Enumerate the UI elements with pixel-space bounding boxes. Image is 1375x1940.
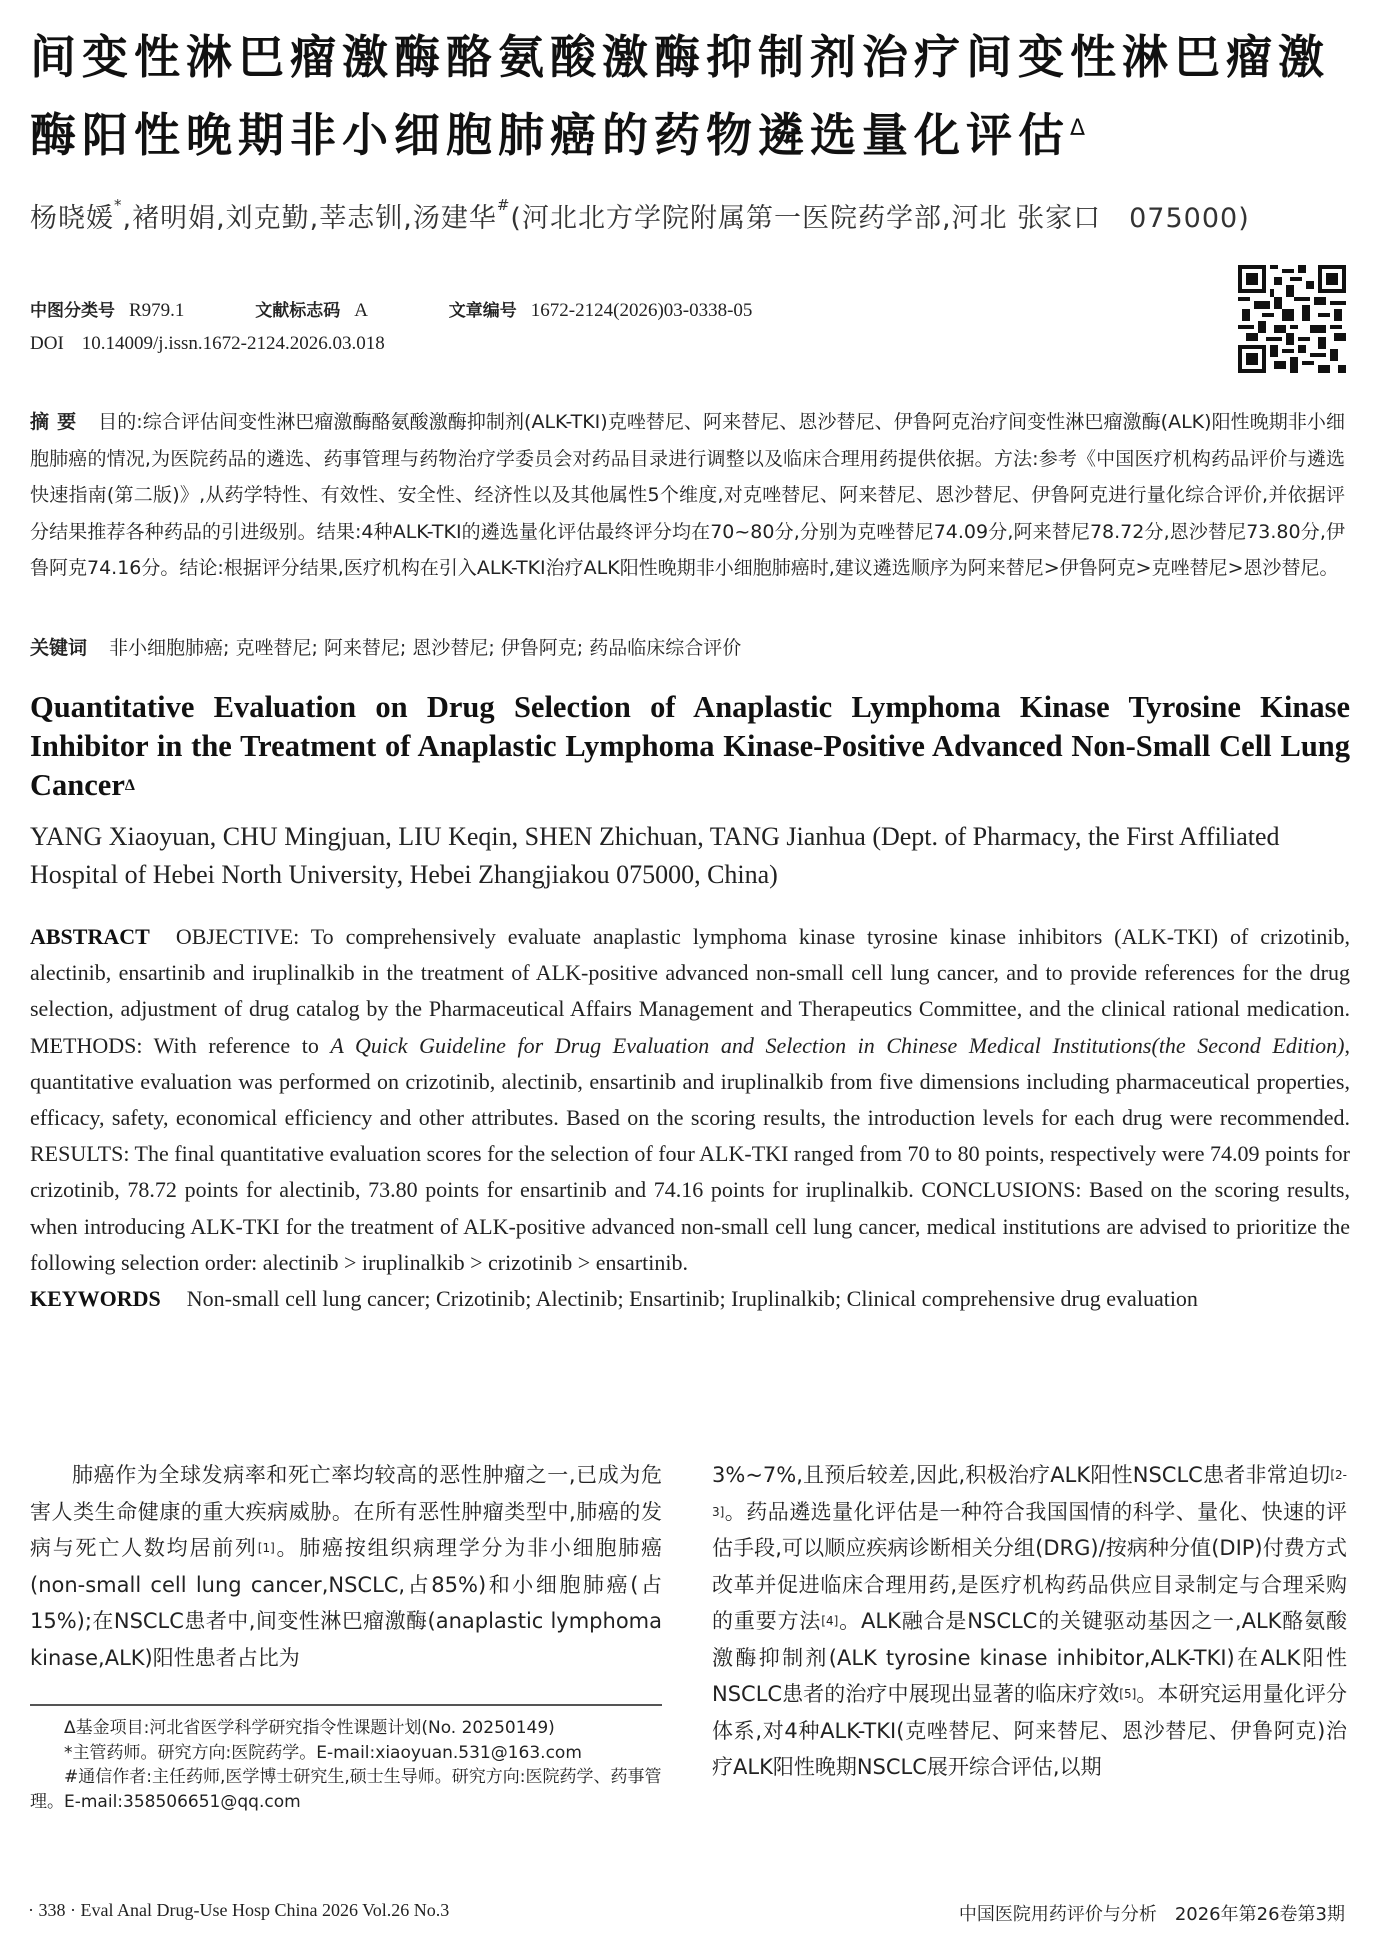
title-en-text: Quantitative Evaluation on Drug Selection of Anaplastic Lymphoma Kinase Tyrosine Kinase Inhibitor in the Treatment of Anaplastic Lymphoma Kinase-Positive Advanced Non-Small Cell Lung Cancer	[30, 690, 1350, 802]
footnotes	[30, 1716, 662, 1814]
citation-1[interactable]: [1]	[257, 1541, 275, 1555]
abstract-en-part1: OBJECTIVE: To comprehensively evaluate anaplastic lymphoma kinase tyrosine kinase inhibitors (ALK-TKI) of crizotinib, alectinib, ensartinib and iruplinalkib in the treatment of ALK-positive advanced non-small cell lung cancer, and to provide references for the drug selection, adjustment of drug catalog by the Pharmaceutical Affairs Management and Therapeutics Committee, and the clinical rational medication. METHODS: With reference to	[30, 924, 1350, 1058]
body-left-text-a: 肺癌作为全球发病率和死亡率均较高的恶性肿瘤之一,已成为危害人类生命健康的重大疾病威胁。在所有恶性肿瘤类型中,肺癌的发病与死亡人数均居前列	[30, 1463, 662, 1560]
qr-code-icon[interactable]	[1238, 265, 1346, 373]
page-footer-left: · 338 · Eval Anal Drug-Use Hosp China 2026 Vol.26 No.3	[28, 1900, 450, 1920]
abstract-en-part2: , quantitative evaluation was performed on crizotinib, alectinib, ensartinib and iruplinalkib from five dimensions including pharmaceutical properties, efficacy, safety, economical efficiency and other attributes. Based on the scoring results, the introduction levels for each drug were recommended. RESULTS: The final quantitative evaluation scores for the selection of four ALK-TKI ranged from 70 to 80 points, respectively were 74.09 points for crizotinib, 78.72 points for alectinib, 73.80 points for ensartinib and 74.16 points for iruplinalkib. CONCLUSIONS: Based on the scoring results, when introducing ALK-TKI for the treatment of ALK-positive advanced non-small cell lung cancer, medical institutions are advised to prioritize the following selection order: alectinib > iruplinalkib > crizotinib > ensartinib.	[30, 1032, 1350, 1275]
doc-code-label: 文献标志码	[255, 301, 341, 321]
clc-value: R979.1	[129, 300, 185, 321]
meta-line-doi	[30, 333, 385, 355]
footnote-divider	[30, 1704, 662, 1706]
keywords-en-text: Non-small cell lung cancer; Crizotinib; Alectinib; Ensartinib; Iruplinalkib; Clinical comprehensive drug evaluation	[186, 1286, 1198, 1312]
article-title-en	[30, 688, 1350, 805]
body-right-text-a: 3%~7%,且预后较差,因此,积极治疗ALK阳性NSCLC患者非常迫切	[712, 1463, 1331, 1487]
keywords-en-label: KEYWORDS	[30, 1286, 161, 1312]
keywords-cn-text: 非小细胞肺癌; 克唑替尼; 阿来替尼; 恩沙替尼; 伊鲁阿克; 药品临床综合评价	[109, 637, 742, 659]
article-title-cn	[30, 18, 1350, 174]
clc-label: 中图分类号	[30, 301, 115, 321]
affiliation-cn: (河北北方学院附属第一医院药学部,河北 张家口 075000)	[510, 203, 1250, 234]
citation-2-3[interactable]: [2-3]	[712, 1468, 1347, 1519]
body-right-text-d: 。本研究运用量化评分体系,对4种ALK-TKI(克唑替尼、阿来替尼、恩沙替尼、伊鲁阿克)治疗ALK阳性晚期NSCLC展开综合评估,以期	[712, 1682, 1347, 1779]
citation-4[interactable]: [4]	[821, 1614, 839, 1628]
footnote-first-author: *主管药师。研究方向:医院药学。E-mail:xiaoyuan.531@163.com	[64, 1742, 582, 1763]
body-right-text-c: 。ALK融合是NSCLC的关键驱动基因之一,ALK酪氨酸激酶抑制剂(ALK tyrosine kinase inhibitor,ALK-TKI)在ALK阳性NSCLC患者的治疗中展现出显著的临床疗效	[712, 1609, 1347, 1706]
citation-5[interactable]: [5]	[1119, 1687, 1137, 1701]
keywords-cn-label: 关键词	[30, 637, 88, 659]
keywords-cn	[30, 633, 741, 660]
abstract-en-label: ABSTRACT	[30, 924, 150, 949]
page-footer-right: 中国医院用药评价与分析 2026年第26卷第3期	[958, 1904, 1345, 1925]
body-right-text-b: 。药品遴选量化评估是一种符合我国国情的科学、量化、快速的评估手段,可以顺应疾病诊断相关分组(DRG)/按病种分值(DIP)付费方式改革并促进临床合理用药,是医疗机构药品供应目录制定与合理采购的重要方法	[712, 1499, 1347, 1633]
abstract-en-guideline-title: A Quick Guideline for Drug Evaluation and Selection in Chinese Medical Institutions(the Second Edition)	[330, 1032, 1345, 1058]
title-en-fund-mark: Δ	[124, 777, 135, 794]
footnote-corresponding: #通信作者:主任药师,医学博士研究生,硕士生导师。研究方向:医院药学、药事管理。E-mail:358506651@qq.com	[30, 1767, 662, 1812]
author-first: 杨晓媛	[30, 203, 114, 234]
author-first-mark: *	[114, 196, 123, 214]
doi-value[interactable]: 10.14009/j.issn.1672-2124.2026.03.018	[81, 333, 385, 354]
abstract-cn	[30, 404, 1345, 587]
abstract-en	[30, 919, 1350, 1317]
title-cn-fund-mark: Δ	[1070, 116, 1086, 141]
authors-rest: ,褚明娟,刘克勤,莘志钏,汤建华	[122, 203, 497, 234]
abstract-cn-label: 摘要	[30, 411, 85, 433]
authors-en: YANG Xiaoyuan, CHU Mingjuan, LIU Keqin, SHEN Zhichuan, TANG Jianhua (Dept. of Pharmacy, the First Affiliated Hospital of Hebei North University, Hebei Zhangjiakou 075000, China)	[30, 822, 1280, 889]
body-left-text-b: 。肺癌按组织病理学分为非小细胞肺癌(non-small cell lung cancer,NSCLC,占85%)和小细胞肺癌(占15%);在NSCLC患者中,间变性淋巴瘤激酶(anaplastic lymphoma kinase,ALK)阳性患者占比为	[30, 1536, 663, 1670]
article-no-value: 1672-2124(2026)03-0338-05	[530, 300, 753, 321]
title-cn-text: 间变性淋巴瘤激酶酪氨酸激酶抑制剂治疗间变性淋巴瘤激酶阳性晚期非小细胞肺癌的药物遴选量化评估	[30, 30, 1330, 162]
body-right-column	[712, 1457, 1347, 1786]
authors-cn	[30, 196, 1250, 235]
author-corr-mark: #	[496, 196, 511, 214]
footnote-fund: Δ基金项目:河北省医学科学研究指令性课题计划(No. 20250149)	[64, 1718, 555, 1738]
doi-label: DOI	[30, 333, 64, 354]
meta-line-1	[30, 296, 752, 322]
body-left-column	[30, 1457, 662, 1676]
article-no-label: 文章编号	[448, 301, 517, 321]
doc-code-value: A	[354, 300, 368, 321]
abstract-cn-text: 目的:综合评估间变性淋巴瘤激酶酪氨酸激酶抑制剂(ALK-TKI)克唑替尼、阿来替尼、恩沙替尼、伊鲁阿克治疗间变性淋巴瘤激酶(ALK)阳性晚期非小细胞肺癌的情况,为医院药品的遴选、药事管理与药物治疗学委员会对药品目录进行调整以及临床合理用药提供依据。方法:参考《中国医疗机构药品评价与遴选快速指南(第二版)》,从药学特性、有效性、安全性、经济性以及其他属性5个维度,对克唑替尼、阿来替尼、恩沙替尼、伊鲁阿克进行量化综合评价,并依据评分结果推荐各种药品的引进级别。结果:4种ALK-TKI的遴选量化评估最终评分均在70~80分,分别为克唑替尼74.09分,阿来替尼78.72分,恩沙替尼73.80分,伊鲁阿克74.16分。结论:根据评分结果,医疗机构在引入ALK-TKI治疗ALK阳性晚期非小细胞肺癌时,建议遴选顺序为阿来替尼>伊鲁阿克>克唑替尼>恩沙替尼。	[30, 411, 1345, 579]
